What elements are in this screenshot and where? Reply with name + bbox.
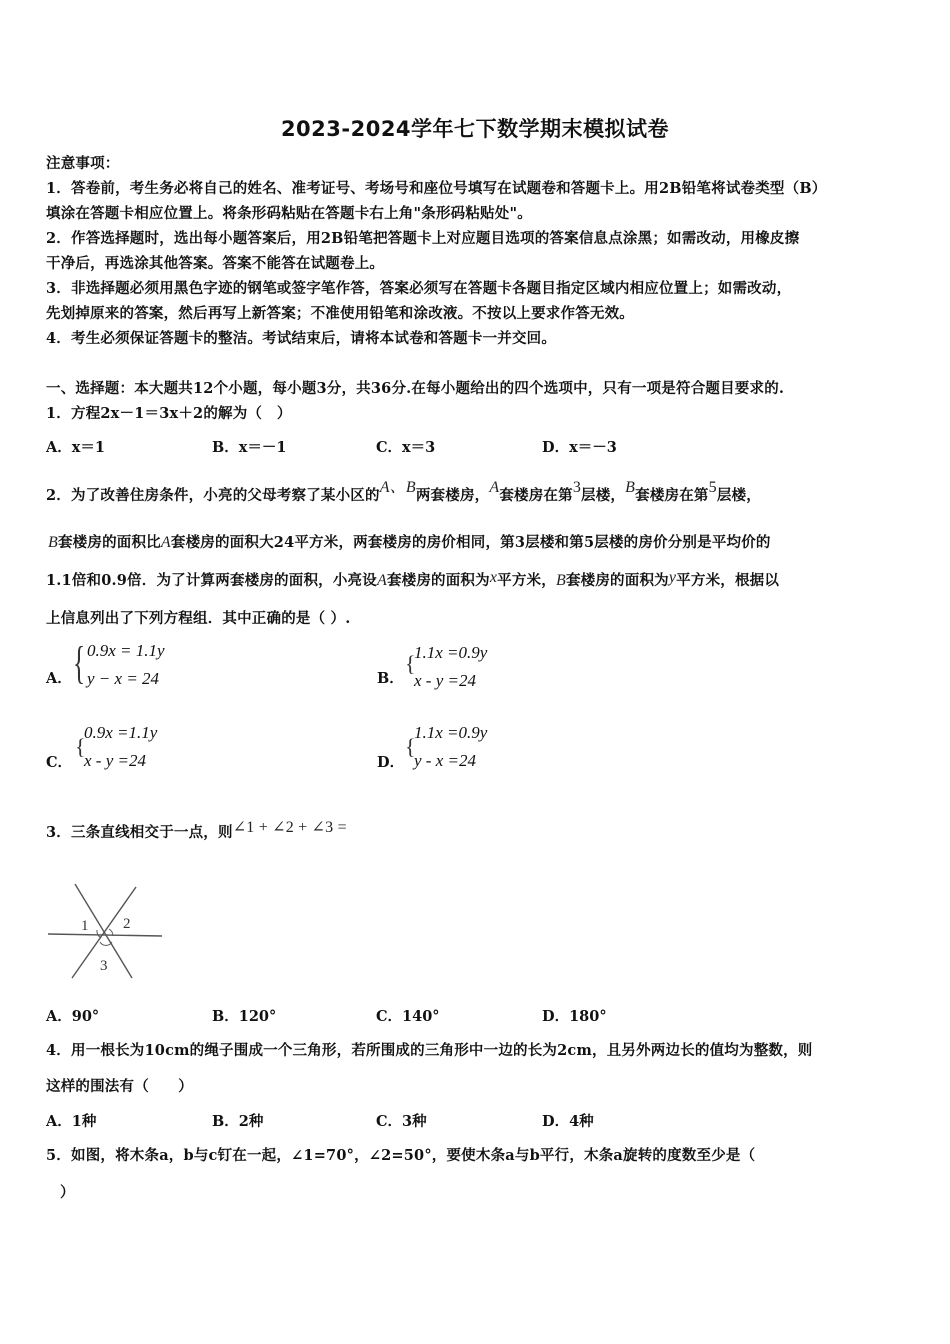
equation: x - y =24 [84,751,146,770]
q2-text: 套楼房在第 [635,487,709,504]
page-title: 2023-2024学年七下数学期末模拟试卷 [280,117,670,141]
q1-option-b[interactable]: B．x＝－1 [212,439,287,456]
q2-text: 套楼房在第 [499,487,573,504]
q2-math-b: B [625,479,636,496]
question-2-stem-line4: 上信息列出了下列方程组．其中正确的是（ ）. [46,610,351,627]
notice-line: 2．作答选择题时，选出每小题答案后，用2B铅笔把答题卡上对应题目选项的答案信息点涂黑；如需改动，用橡皮擦 [46,230,800,247]
q2-math-a: A [160,534,171,551]
question-5-stem-line2: ） [60,1184,75,1201]
q2-option-c-brace: { [75,734,86,759]
angle-label-1: 1 [81,918,89,934]
q2-text: 套楼房的面积为 [386,572,490,589]
q2-option-b-system[interactable] [414,639,487,695]
section-heading: 一、选择题：本大题共12个小题，每小题3分，共36分.在每小题给出的四个选项中，只有一项是符合题目要求的. [46,380,785,397]
q2-option-a-brace: { [73,637,86,688]
q4-option-a[interactable]: A．1种 [46,1113,97,1130]
notice-line: 3．非选择题必须用黑色字迹的钢笔或签字笔作答，答案必须写在答题卡各题目指定区域内相应位置上；如需改动， [46,280,792,297]
q2-option-a-label[interactable]: A． [46,670,72,687]
q2-text: 平方米， [497,572,556,589]
q2-math-a: A [376,572,387,589]
q2-option-a-system[interactable] [87,637,165,693]
q2-text: 两套楼房， [415,487,490,504]
q1-option-c[interactable]: C．x＝3 [376,439,436,456]
q2-text: 2．为了改善住房条件，小亮的父母考察了某小区的 [46,487,380,504]
notice-line: 先划掉原来的答案，然后再写上新答案；不准使用铅笔和涂改液。不按以上要求作答无效。 [46,305,634,322]
notice-heading: 注意事项： [46,155,120,172]
notice-line: 填涂在答题卡相应位置上。将条形码粘贴在答题卡右上角"条形码粘贴处"。 [46,205,532,222]
q2-option-d-system[interactable] [414,719,487,775]
q2-option-d-brace: { [405,734,416,759]
q2-math-b: B [48,534,58,551]
notice-line: 4．考生必须保证答题卡的整洁。考试结束后，请将本试卷和答题卡一并交回。 [46,330,557,347]
q2-math-x: x [489,569,498,586]
q3-text: 3．三条直线相交于一点，则 [46,824,233,841]
question-2-stem-line3 [46,569,779,590]
q2-math-5: 5 [708,479,717,496]
equation: y − x = 24 [87,669,160,688]
q2-text: 套楼房的面积比 [57,534,161,551]
question-2-stem-line1 [46,479,761,505]
q1-option-a[interactable]: A．x＝1 [46,439,105,456]
question-4-stem-line1: 4．用一根长为10cm的绳子围成一个三角形，若所围成的三角形中一边的长为2cm，且另外两边长的值均为整数，则 [46,1042,813,1059]
q3-expression: ∠1 + ∠2 + ∠3 = [232,819,347,836]
angle-label-2: 2 [123,916,131,932]
q2-text: 1.1倍和0.9倍．为了计算两套楼房的面积，小亮设 [46,572,377,589]
q2-math-y: y [668,569,677,586]
q2-option-d-label[interactable]: D． [377,754,405,771]
q3-option-d[interactable]: D．180° [542,1008,607,1025]
question-4-stem-line2: 这样的围法有（ ） [46,1078,193,1095]
equation: x - y =24 [414,671,476,690]
q1-option-d[interactable]: D．x＝－3 [542,439,617,456]
q4-option-c[interactable]: C．3种 [376,1113,427,1130]
notice-line: 1．答卷前，考生务必将自己的姓名、准考证号、考场号和座位号填写在试题卷和答题卡上。用2B铅笔将试卷类型（B） [46,180,827,197]
question-1-stem: 1．方程2x－1＝3x＋2的解为（ ） [46,405,292,422]
q3-option-b[interactable]: B．120° [212,1008,277,1025]
equation: 1.1x =0.9y [414,723,488,742]
q2-option-b-brace: { [405,651,416,676]
equation: y - x =24 [414,751,476,770]
q2-math-b: B [555,572,566,589]
q4-option-b[interactable]: B．2种 [212,1113,264,1130]
equation: 0.9x =1.1y [84,723,158,742]
angle-label-3: 3 [100,958,108,974]
q2-math-a: A [489,479,500,496]
question-3-stem [46,821,347,842]
q2-option-b-label[interactable]: B． [377,670,404,687]
q2-text: 套楼房的面积为 [565,572,669,589]
question-5-stem-line1: 5．如图，将木条a，b与c钉在一起，∠1=70°，∠2=50°，要使木条a与b平行，木条a旋转的度数至少是（ [46,1147,756,1164]
question-2-stem-line2 [48,531,771,552]
q2-option-c-label[interactable]: C． [46,754,73,771]
notice-line: 干净后，再选涂其他答案。答案不能答在试题卷上。 [46,255,385,272]
q3-figure-three-lines [44,880,166,980]
q2-math-3: 3 [572,479,582,496]
q3-option-a[interactable]: A．90° [46,1008,100,1025]
q2-text: 层楼， [581,487,626,504]
q3-option-c[interactable]: C．140° [376,1008,440,1025]
q2-text: 套楼房的面积大24平方米，两套楼房的房价相同，第3层楼和第5层楼的房价分别是平均价的 [170,534,771,551]
q2-text: 平方米，根据以 [676,572,780,589]
q2-math-ab: A、B [379,479,416,496]
q4-option-d[interactable]: D．4种 [542,1113,594,1130]
q2-option-c-system[interactable] [84,719,157,775]
equation: 0.9x = 1.1y [87,641,165,660]
q2-text: 层楼， [716,487,761,504]
equation: 1.1x =0.9y [414,643,488,662]
